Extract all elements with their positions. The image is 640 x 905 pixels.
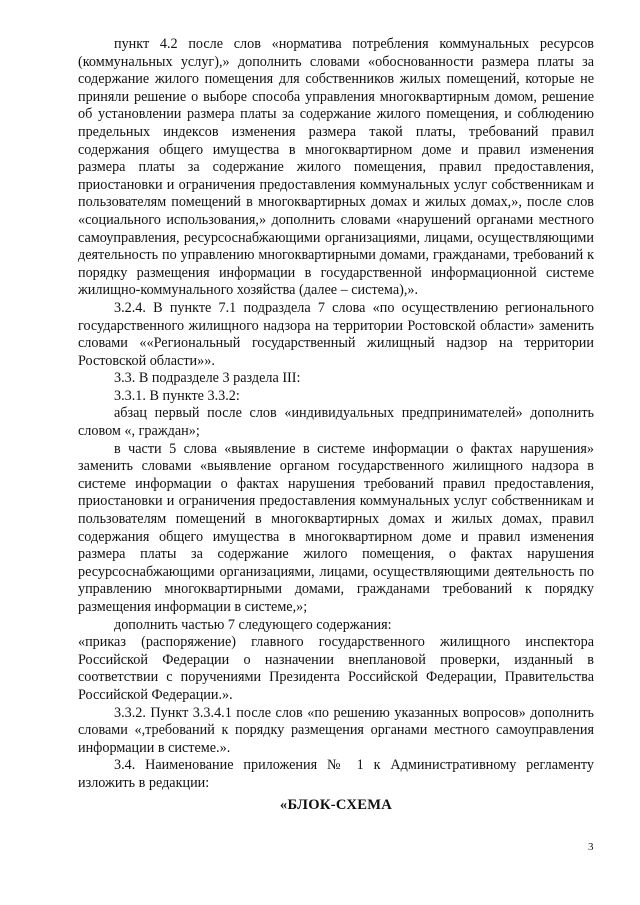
paragraph-3-2-4: 3.2.4. В пункте 7.1 подраздела 7 слова «по осуществлению регионального государственного жилищного надзора на территории Ростовской области» заменить словами ««Региональный государственный жилищный надзор на территории Ростовской области»». [78, 299, 594, 369]
paragraph-order-quote: «приказ (распоряжение) главного государственного жилищного инспектора Российской Федерации о назначении внеплановой проверки, изданный в соответствии с поручениями Президента Российской Федерации, Правительства Российской Федерации.». [78, 634, 594, 703]
paragraph-3-3: 3.3. В подразделе 3 раздела III: [114, 370, 301, 387]
paragraph-add-part-7: дополнить частью 7 следующего содержания: [114, 616, 392, 633]
block-scheme-heading: «БЛОК-СХЕМА [279, 796, 393, 813]
paragraph-3-3-1: 3.3.1. В пункте 3.3.2: [114, 387, 240, 404]
paragraph-3-4: 3.4. Наименование приложения № 1 к Административному регламенту изложить в редакции: [78, 757, 594, 791]
page-number: 3 [588, 841, 594, 853]
paragraph-item-4-2: пункт 4.2 после слов «норматива потребления коммунальных ресурсов (коммунальных услуг),» дополнить словами «обоснованности размера платы за содержание жилого помещения для собственников жилых помещений, которые не приняли решение о выборе способа управления многоквартирным домом, решение об установлении размера платы за содержание жилого помещения, и соблюдению предельных индексов изменения размера такой платы, требований правил содержания общего имущества в многоквартирном доме и правил изменения размера платы за содержание жилого помещения, правил предоставления, приостановки и ограничения предоставления коммунальных услуг собственникам и пользователям помещений в многоквартирных домах и жилых домах,», после слов «социального использования,» дополнить словами «нарушений органами местного самоуправления, ресурсоснабжающими организациями, лицами, осуществляющими деятельность по управлению многоквартирными домами, гражданами, требований к порядку размещения информации в государственной информационной системе жилищно-коммунального хозяйства (далее – система),». [78, 36, 594, 299]
paragraph-3-3-2: 3.3.2. Пункт 3.3.4.1 после слов «по решению указанных вопросов» дополнить словами «,требований к порядку размещения органами местного самоуправления информации в системе.». [78, 704, 594, 756]
paragraph-part-5: в части 5 слова «выявление в системе информации о фактах нарушения» заменить словами «выявление органом государственного жилищного надзора в системе информации о фактах нарушения требований правил предоставления, приостановки и ограничения предоставления коммунальных услуг собственникам и пользователям помещений в многоквартирных домах и жилых домах, правил содержания общего имущества в многоквартирном доме и правил изменения размера платы за содержание жилого помещения, о фактах нарушения ресурсоснабжающими организациями, лицами, осуществляющими деятельность по управлению многоквартирными домами, гражданами требований к порядку размещения информации в системе,»; [78, 440, 594, 615]
document-body [78, 36, 594, 814]
paragraph-first-abzac: абзац первый после слов «индивидуальных предпринимателей» дополнить словом «, граждан»; [78, 405, 594, 440]
